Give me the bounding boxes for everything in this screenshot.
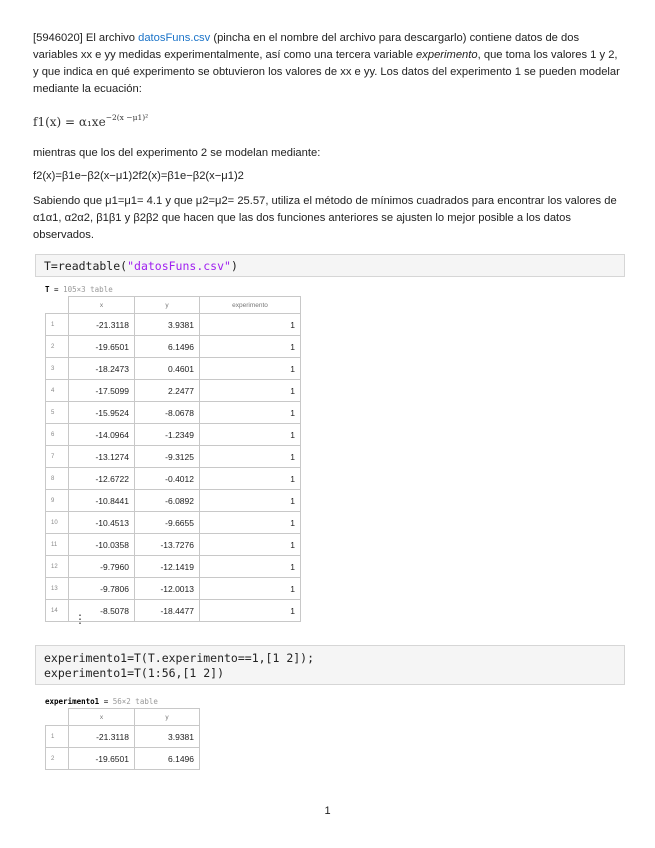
code-close-paren: ) (230, 259, 238, 273)
table-T-row (46, 490, 301, 512)
table-T-header (46, 297, 301, 314)
table1-varname: T (45, 285, 50, 294)
table-T-row (46, 556, 301, 578)
table-T-header-x: x (69, 297, 135, 314)
equation-f1-exponent: −2(x −μ1)² (105, 113, 149, 122)
table-experimento1-row-index: 2 (46, 748, 69, 770)
table-T-row (46, 358, 301, 380)
table-T-cell: -18.2473 (69, 358, 135, 380)
table-T-row (46, 336, 301, 358)
table1-dims: 105×3 table (63, 285, 113, 294)
table2-caption (45, 697, 158, 706)
table-T-cell: 1 (200, 468, 301, 490)
text-experiment2: mientras que los del experimento 2 se modelan mediante: (33, 147, 321, 159)
table-T-row (46, 468, 301, 490)
table-T-cell: -21.3118 (69, 314, 135, 336)
table-T-cell: 2.2477 (135, 380, 200, 402)
table-T-cell: -1.2349 (135, 424, 200, 446)
table-T-cell: 1 (200, 446, 301, 468)
table-T-cell: -13.1274 (69, 446, 135, 468)
equation-f2-text: f2(x)=β1e−β2(x−μ1)2f2(x)=β1e−β2(x−μ1)2 (33, 170, 244, 182)
table-T-cell: 1 (200, 490, 301, 512)
table-T-cell: 1 (200, 534, 301, 556)
table-experimento1-row-index: 1 (46, 726, 69, 748)
instructions-paragraph: Sabiendo que μ1=μ1= 4.1 y que μ2=μ2= 25.57, utiliza el método de mínimos cuadrados para encontrar los valores de α1α1, α2α2, β1β1 y β2β2 que hacen que las dos funciones anteriores se ajusten lo mejor posible a los datos observados. (33, 195, 617, 241)
table-T-row (46, 402, 301, 424)
table-T-row (46, 534, 301, 556)
intro-text-2: (pincha en el nombre del archivo para descargarlo) contiene datos de dos variables xx e yy medidas experimentalmente, así como una tercera variable (33, 32, 580, 61)
table-experimento1-cell: 6.1496 (135, 748, 200, 770)
table-T-row-index: 4 (46, 380, 69, 402)
intro-text-1: [5946020] El archivo (33, 32, 139, 44)
table-experimento1-header (46, 709, 200, 726)
table2-equals: = (99, 697, 113, 706)
table-experimento1-cell: -21.3118 (69, 726, 135, 748)
equation-f1 (33, 115, 148, 129)
table-T-cell: -8.5078 (69, 600, 135, 622)
table-T-cell: 3.9381 (135, 314, 200, 336)
table-T-row (46, 424, 301, 446)
table-T-row (46, 314, 301, 336)
intro-paragraph (33, 30, 623, 98)
table-T-row-index: 7 (46, 446, 69, 468)
table-T-cell: -17.5099 (69, 380, 135, 402)
table1-equals: = (49, 285, 64, 294)
table-T-cell: -13.7276 (135, 534, 200, 556)
table-T-row (46, 578, 301, 600)
table-T-row-index: 3 (46, 358, 69, 380)
table-T-row-index: 2 (46, 336, 69, 358)
table-T-cell: -9.7960 (69, 556, 135, 578)
table-T-cell: -19.6501 (69, 336, 135, 358)
table-experimento1-cell: -19.6501 (69, 748, 135, 770)
code-readtable-call: T=readtable( (44, 259, 128, 273)
table-T-header-y: y (135, 297, 200, 314)
table-T-row-index: 14 (46, 600, 69, 622)
code-block-readtable (35, 254, 625, 277)
table-T-row-index: 8 (46, 468, 69, 490)
table-T-ellipsis: ⋮ (74, 612, 86, 626)
equation-f1-base: f1(x) = α₁xe (33, 115, 106, 129)
table-T-row-index: 11 (46, 534, 69, 556)
table-T-cell: 1 (200, 402, 301, 424)
table-T-row-index: 1 (46, 314, 69, 336)
table-T-cell: 6.1496 (135, 336, 200, 358)
table-experimento1-row (46, 726, 200, 748)
table-T-cell: -9.3125 (135, 446, 200, 468)
code-line-2: experimento1=T(1:56,[1 2]) (44, 666, 225, 680)
table1-caption (45, 285, 113, 294)
table-T-cell: -12.0013 (135, 578, 200, 600)
table-T-header-experimento: experimento (200, 297, 301, 314)
table-T-cell: 1 (200, 336, 301, 358)
table-T-row (46, 380, 301, 402)
table-T-cell: 1 (200, 512, 301, 534)
table-experimento1 (45, 708, 200, 770)
table-T-row-index: 10 (46, 512, 69, 534)
table-T-row-index: 12 (46, 556, 69, 578)
table2-dims: 56×2 table (112, 697, 158, 706)
table-T-cell: 1 (200, 358, 301, 380)
code-filename-string: "datosFuns.csv" (127, 259, 231, 273)
table-T-cell: -9.7806 (69, 578, 135, 600)
table-T-row-index: 13 (46, 578, 69, 600)
code-line-1: experimento1=T(T.experimento==1,[1 2]); (44, 651, 315, 665)
table-T-row-index: 5 (46, 402, 69, 424)
table-T-cell: 1 (200, 424, 301, 446)
intro-text-3: , que toma los valores 1 y 2, y que indica en qué experimento se obtuvieron los valores de xx e yy. Los datos del experimento 1 se pueden modelar mediante la ecuación: (33, 49, 620, 95)
code-block-experimento1 (35, 645, 625, 685)
table-T-cell: 0.4601 (135, 358, 200, 380)
table-experimento1-row (46, 748, 200, 770)
table-T-cell: -0.4012 (135, 468, 200, 490)
intro-italic-term: experimento (416, 49, 478, 61)
table2-varname: experimento1 (45, 697, 100, 706)
table-T-cell: 1 (200, 600, 301, 622)
table-T-row (46, 512, 301, 534)
table-T-cell: -10.4513 (69, 512, 135, 534)
table-T-cell: 1 (200, 578, 301, 600)
table-experimento1-header-index (46, 709, 69, 726)
table-T-cell: -10.0358 (69, 534, 135, 556)
table-T-cell: -9.6655 (135, 512, 200, 534)
table-T-cell: 1 (200, 314, 301, 336)
table-T-cell: 1 (200, 380, 301, 402)
table-T-cell: 1 (200, 556, 301, 578)
table-experimento1-header-x: x (69, 709, 135, 726)
table-experimento1-cell: 3.9381 (135, 726, 200, 748)
table-T-cell: -15.9524 (69, 402, 135, 424)
table-T-cell: -10.8441 (69, 490, 135, 512)
table-T-row (46, 446, 301, 468)
table-T-cell: -12.6722 (69, 468, 135, 490)
table-T (45, 296, 301, 626)
table-T-row-index: 9 (46, 490, 69, 512)
table-T-cell: -18.4477 (135, 600, 200, 622)
table-T-cell: -6.0892 (135, 490, 200, 512)
datos-file-link[interactable]: datosFuns.csv (138, 32, 211, 44)
table-experimento1-header-y: y (135, 709, 200, 726)
table-T-header-index (46, 297, 69, 314)
page-number: 1 (324, 805, 331, 817)
table-T-cell: -12.1419 (135, 556, 200, 578)
table-T-cell: -14.0964 (69, 424, 135, 446)
table-T-cell: -8.0678 (135, 402, 200, 424)
table-T-row-index: 6 (46, 424, 69, 446)
